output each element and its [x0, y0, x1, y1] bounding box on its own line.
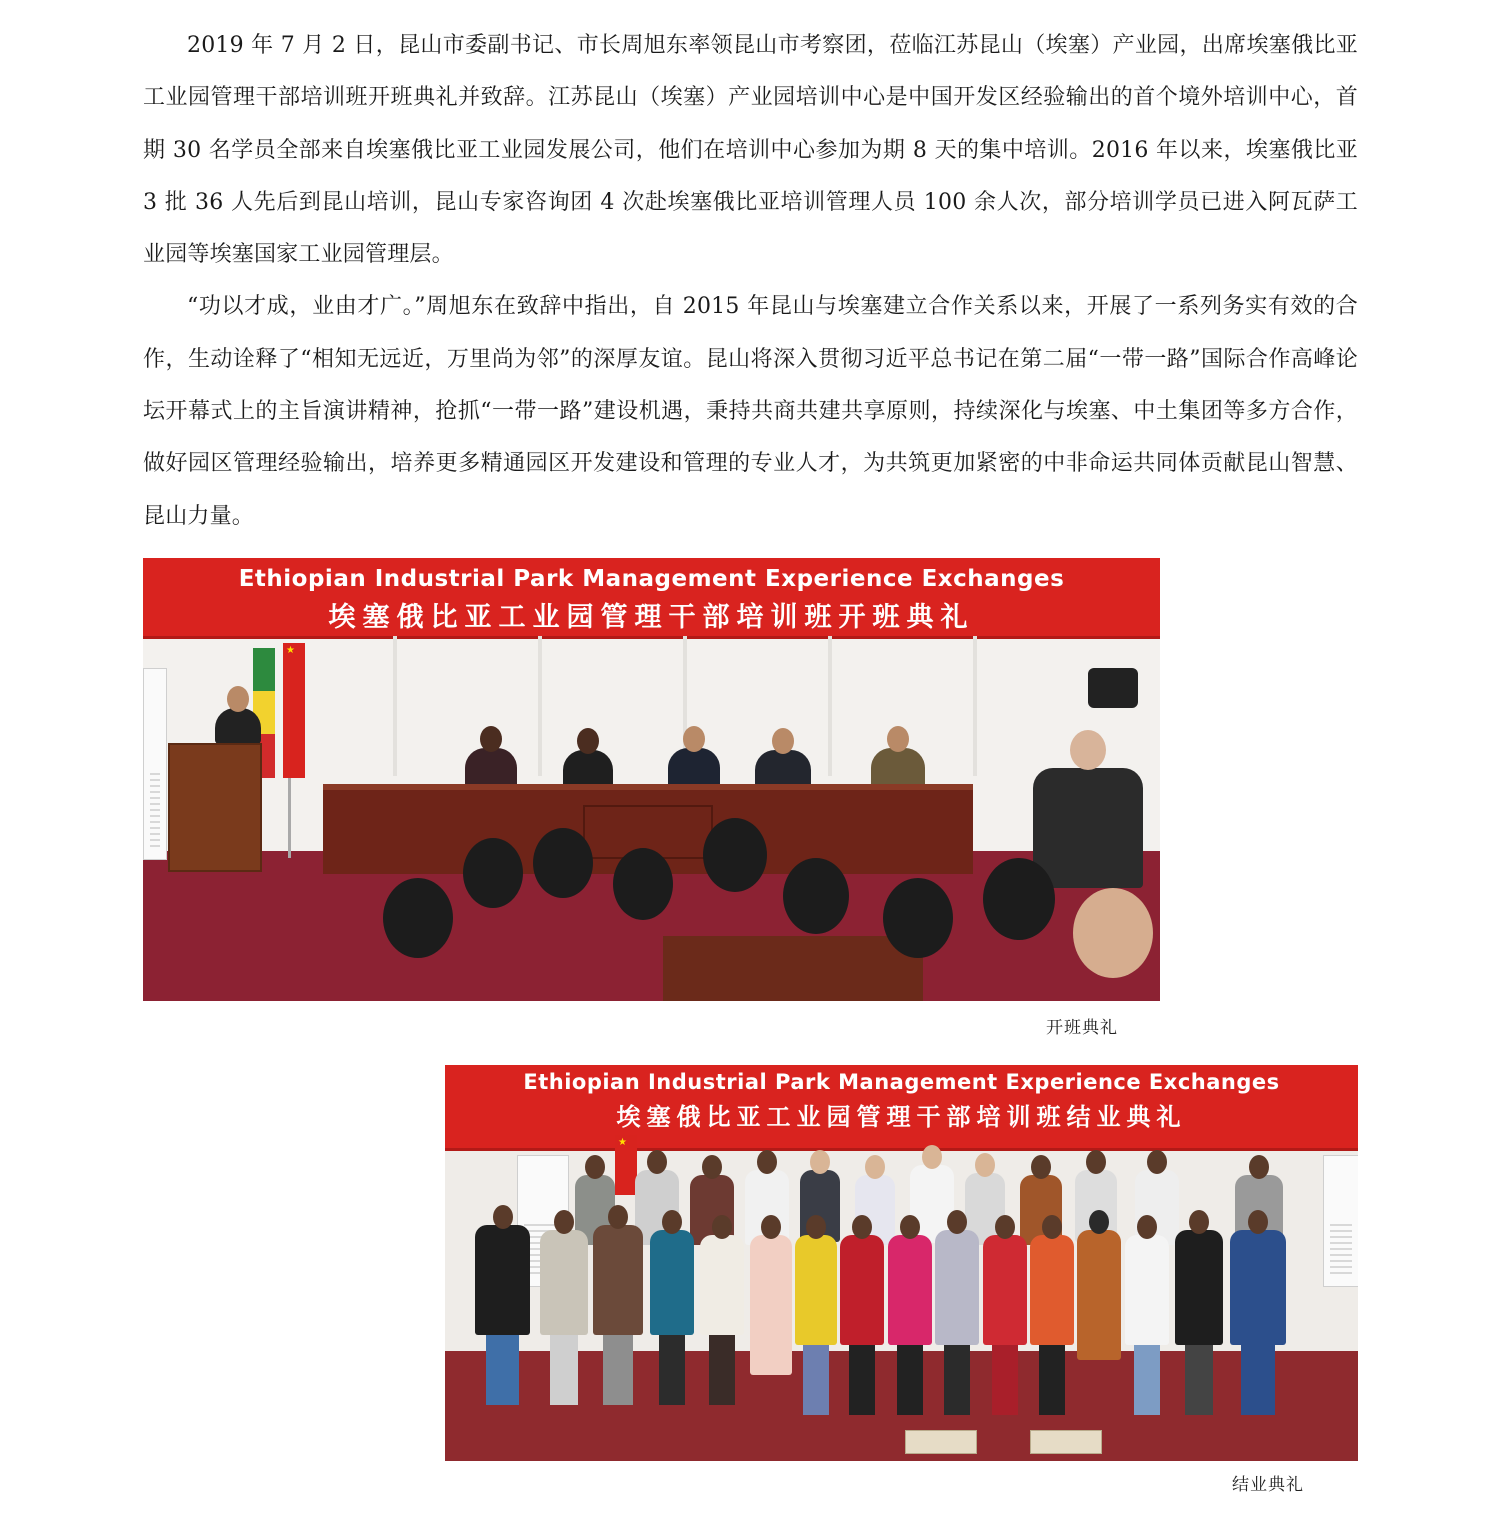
banner-english-text: Ethiopian Industrial Park Management Experience Exchanges [238, 566, 1065, 592]
group-member [888, 1235, 932, 1345]
group-member [935, 1230, 979, 1345]
chinese-flag-icon [615, 1135, 637, 1195]
certificate-stack [905, 1430, 977, 1454]
audience-member [383, 878, 453, 958]
wall-panel [973, 636, 977, 776]
ceremony-banner [143, 558, 1160, 639]
group-member [650, 1230, 694, 1335]
opening-ceremony-photo [143, 558, 1160, 1001]
group-member [1030, 1235, 1074, 1345]
audience-member [463, 838, 523, 908]
banner-chinese-text: 埃塞俄比亚工业园管理干部培训班结业典礼 [616, 1103, 1187, 1131]
wall-panel [538, 636, 542, 776]
group-member [1077, 1230, 1121, 1360]
chinese-flag-icon [283, 643, 305, 778]
certificate-stack [1030, 1430, 1102, 1454]
ceremony-banner [445, 1065, 1358, 1151]
photographer [1033, 768, 1143, 888]
group-member [475, 1225, 530, 1335]
audience-member [1073, 888, 1153, 978]
group-member [840, 1235, 884, 1345]
paragraph: “功以才成，业由才广。”周旭东在致辞中指出，自 2015 年昆山与埃塞建立合作关系以来，开展了一系列务实有效的合作，生动诠释了“相知无远近，万里尚为邻”的深厚友谊。昆山将深入贯彻习近平总书记在第二届“一带一路”国际合作高峰论坛开幕式上的主旨演讲精神，抢抓“一带一路”建设机遇，秉持共商共建共享原则，持续深化与埃塞、中土集团等多方合作，做好园区管理经验输出，培养更多精通园区开发建设和管理的专业人才，为共筑更加紧密的中非命运共同体贡献昆山智慧、昆山力量。 [143, 294, 1358, 529]
speaker [215, 708, 261, 744]
group-member [700, 1235, 744, 1335]
video-camera-icon [1088, 668, 1138, 708]
group-member [1175, 1230, 1223, 1345]
banner-english-text: Ethiopian Industrial Park Management Experience Exchanges [523, 1070, 1280, 1094]
chair [663, 936, 923, 1001]
group-member [540, 1230, 588, 1335]
photo-caption: 开班典礼 [1046, 1018, 1118, 1038]
wall-panel [828, 636, 832, 776]
photo-caption: 结业典礼 [1232, 1475, 1304, 1495]
group-member [593, 1225, 643, 1335]
air-conditioner [1323, 1155, 1358, 1287]
audience-member [983, 858, 1055, 940]
group-member [983, 1235, 1027, 1345]
audience-member [703, 818, 767, 892]
group-member [750, 1235, 792, 1375]
audience-member [533, 828, 593, 898]
audience-member [783, 858, 849, 934]
group-member [1125, 1235, 1169, 1345]
air-conditioner [143, 668, 167, 860]
audience-member [613, 848, 673, 920]
paragraph: 2019 年 7 月 2 日，昆山市委副书记、市长周旭东率领昆山市考察团，莅临江苏昆山（埃塞）产业园，出席埃塞俄比亚工业园管理干部培训班开班典礼并致辞。江苏昆山（埃塞）产业园培训中心是中国开发区经验输出的首个境外培训中心，首期 30 名学员全部来自埃塞俄比亚工业园发展公司，他们在培训中心参加为期 8 天的集中培训。2016 年以来，埃塞俄比亚 3 批 36 人先后到昆山培训，昆山专家咨询团 4 次赴埃塞俄比亚培训管理人员 100 余人次，部分培训学员已进入阿瓦萨工业园等埃塞国家工业园管理层。 [143, 33, 1358, 268]
wall-panel [393, 636, 397, 776]
group-member [1230, 1230, 1286, 1345]
podium [168, 743, 262, 872]
audience-member [883, 878, 953, 958]
banner-chinese-text: 埃塞俄比亚工业园管理干部培训班开班典礼 [328, 602, 975, 633]
group-member [795, 1235, 837, 1345]
article-body [143, 20, 1358, 543]
closing-ceremony-photo [445, 1065, 1358, 1461]
